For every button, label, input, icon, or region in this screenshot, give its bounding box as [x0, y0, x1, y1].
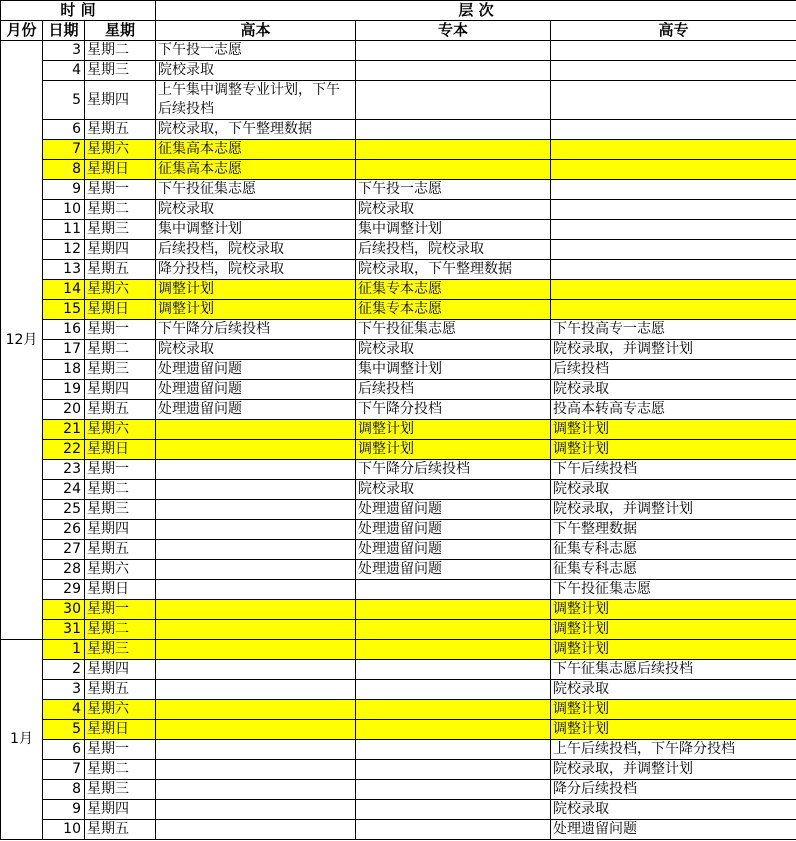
date-cell: 12 [43, 240, 85, 260]
zhuanben-cell: 下午降分投档 [356, 400, 551, 420]
zhuanben-cell [356, 140, 551, 160]
zhuanben-cell: 调整计划 [356, 420, 551, 440]
zhuanben-cell [356, 660, 551, 680]
header-row-1 [1, 1, 796, 21]
zhuanben-cell: 集中调整计划 [356, 360, 551, 380]
zhuanben-cell: 处理遗留问题 [356, 500, 551, 520]
gaoben-cell [156, 800, 356, 820]
weekday-cell: 星期六 [85, 140, 156, 160]
date-cell: 30 [43, 600, 85, 620]
weekday-cell: 星期三 [85, 360, 156, 380]
gaoben-cell [156, 520, 356, 540]
gaozhuan-cell [551, 120, 796, 140]
gaozhuan-cell: 处理遗留问题 [551, 820, 796, 840]
gaoben-cell [156, 700, 356, 720]
gaozhuan-cell [551, 41, 796, 61]
gaozhuan-cell: 调整计划 [551, 720, 796, 740]
gaozhuan-cell: 院校录取，并调整计划 [551, 340, 796, 360]
zhuanben-cell [356, 800, 551, 820]
gaoben-cell [156, 600, 356, 620]
zhuanben-cell [356, 120, 551, 140]
zhuanben-cell [356, 700, 551, 720]
date-cell: 4 [43, 700, 85, 720]
gaozhuan-cell: 征集专科志愿 [551, 560, 796, 580]
gaoben-cell: 处理遗留问题 [156, 400, 356, 420]
date-cell: 26 [43, 520, 85, 540]
table-row [1, 320, 796, 340]
zhuanben-cell [356, 640, 551, 660]
gaoben-cell: 院校录取 [156, 200, 356, 220]
weekday-cell: 星期一 [85, 740, 156, 760]
gaozhuan-cell: 降分后续投档 [551, 780, 796, 800]
gaozhuan-cell: 院校录取 [551, 480, 796, 500]
date-cell: 23 [43, 460, 85, 480]
zhuanben-cell: 院校录取 [356, 200, 551, 220]
zhuanben-cell [356, 680, 551, 700]
gaoben-cell [156, 580, 356, 600]
gaoben-cell: 集中调整计划 [156, 220, 356, 240]
gaozhuan-cell [551, 200, 796, 220]
weekday-cell: 星期六 [85, 420, 156, 440]
zhuanben-cell: 下午投一志愿 [356, 180, 551, 200]
gaoben-cell [156, 420, 356, 440]
weekday-cell: 星期三 [85, 640, 156, 660]
weekday-cell: 星期五 [85, 260, 156, 280]
table-row [1, 220, 796, 240]
gaoben-cell [156, 640, 356, 660]
weekday-cell: 星期日 [85, 440, 156, 460]
gaozhuan-cell: 下午征集志愿后续投档 [551, 660, 796, 680]
gaoben-cell [156, 540, 356, 560]
date-cell: 19 [43, 380, 85, 400]
zhuanben-cell [356, 780, 551, 800]
date-cell: 2 [43, 660, 85, 680]
table-row [1, 61, 796, 81]
gaoben-cell [156, 740, 356, 760]
zhuanben-cell [356, 600, 551, 620]
gaozhuan-cell: 调整计划 [551, 420, 796, 440]
header-time: 时 间 [1, 1, 156, 21]
header-gaoben: 高本 [156, 21, 356, 41]
table-row [1, 560, 796, 580]
zhuanben-cell [356, 740, 551, 760]
gaoben-cell [156, 660, 356, 680]
zhuanben-cell [356, 580, 551, 600]
header-zhuanben: 专本 [356, 21, 551, 41]
gaozhuan-cell: 院校录取 [551, 680, 796, 700]
weekday-cell: 星期一 [85, 460, 156, 480]
table-row [1, 620, 796, 640]
date-cell: 9 [43, 180, 85, 200]
zhuanben-cell [356, 61, 551, 81]
zhuanben-cell: 集中调整计划 [356, 220, 551, 240]
gaoben-cell [156, 480, 356, 500]
weekday-cell: 星期日 [85, 720, 156, 740]
gaoben-cell: 院校录取，下午整理数据 [156, 120, 356, 140]
date-cell: 8 [43, 780, 85, 800]
weekday-cell: 星期六 [85, 700, 156, 720]
weekday-cell: 星期一 [85, 180, 156, 200]
date-cell: 8 [43, 160, 85, 180]
date-cell: 24 [43, 480, 85, 500]
weekday-cell: 星期日 [85, 160, 156, 180]
table-row [1, 480, 796, 500]
date-cell: 6 [43, 740, 85, 760]
zhuanben-cell: 院校录取 [356, 480, 551, 500]
gaozhuan-cell: 调整计划 [551, 440, 796, 460]
date-cell: 22 [43, 440, 85, 460]
date-cell: 31 [43, 620, 85, 640]
table-row [1, 720, 796, 740]
zhuanben-cell: 征集专本志愿 [356, 280, 551, 300]
weekday-cell: 星期五 [85, 120, 156, 140]
table-row [1, 120, 796, 140]
table-row [1, 400, 796, 420]
header-level: 层 次 [156, 1, 796, 21]
weekday-cell: 星期四 [85, 520, 156, 540]
gaozhuan-cell [551, 300, 796, 320]
table-row [1, 200, 796, 220]
date-cell: 18 [43, 360, 85, 380]
gaoben-cell: 征集高本志愿 [156, 160, 356, 180]
gaoben-cell: 下午投一志愿 [156, 41, 356, 61]
weekday-cell: 星期二 [85, 480, 156, 500]
weekday-cell: 星期二 [85, 41, 156, 61]
gaoben-cell: 调整计划 [156, 300, 356, 320]
gaoben-cell [156, 560, 356, 580]
zhuanben-cell: 下午投征集志愿 [356, 320, 551, 340]
gaozhuan-cell [551, 280, 796, 300]
weekday-cell: 星期一 [85, 600, 156, 620]
gaoben-cell: 调整计划 [156, 280, 356, 300]
header-gaozhuan: 高专 [551, 21, 796, 41]
gaozhuan-cell: 院校录取 [551, 800, 796, 820]
date-cell: 14 [43, 280, 85, 300]
table-row [1, 140, 796, 160]
gaoben-cell: 处理遗留问题 [156, 380, 356, 400]
header-weekday: 星期 [85, 21, 156, 41]
zhuanben-cell: 后续投档 [356, 380, 551, 400]
weekday-cell: 星期四 [85, 81, 156, 120]
table-row [1, 500, 796, 520]
weekday-cell: 星期四 [85, 240, 156, 260]
table-row [1, 520, 796, 540]
gaozhuan-cell: 调整计划 [551, 700, 796, 720]
table-row [1, 180, 796, 200]
gaozhuan-cell [551, 220, 796, 240]
weekday-cell: 星期三 [85, 500, 156, 520]
table-row [1, 700, 796, 720]
gaoben-cell [156, 820, 356, 840]
gaozhuan-cell [551, 140, 796, 160]
zhuanben-cell [356, 760, 551, 780]
table-row [1, 660, 796, 680]
gaozhuan-cell: 院校录取，并调整计划 [551, 500, 796, 520]
date-cell: 4 [43, 61, 85, 81]
date-cell: 5 [43, 720, 85, 740]
zhuanben-cell [356, 820, 551, 840]
table-row [1, 540, 796, 560]
gaoben-cell [156, 680, 356, 700]
gaozhuan-cell [551, 160, 796, 180]
gaoben-cell: 院校录取 [156, 340, 356, 360]
gaoben-cell: 上午集中调整专业计划，下午后续投档 [156, 81, 356, 120]
zhuanben-cell [356, 160, 551, 180]
header-row-2 [1, 21, 796, 41]
gaoben-cell: 下午投征集志愿 [156, 180, 356, 200]
gaozhuan-cell: 院校录取 [551, 380, 796, 400]
date-cell: 13 [43, 260, 85, 280]
header-date: 日期 [43, 21, 85, 41]
gaozhuan-cell: 下午投征集志愿 [551, 580, 796, 600]
zhuanben-cell: 征集专本志愿 [356, 300, 551, 320]
weekday-cell: 星期六 [85, 560, 156, 580]
date-cell: 3 [43, 41, 85, 61]
table-row [1, 420, 796, 440]
zhuanben-cell: 下午降分后续投档 [356, 460, 551, 480]
zhuanben-cell: 处理遗留问题 [356, 520, 551, 540]
gaozhuan-cell [551, 81, 796, 120]
zhuanben-cell: 处理遗留问题 [356, 560, 551, 580]
weekday-cell: 星期二 [85, 200, 156, 220]
gaoben-cell [156, 720, 356, 740]
date-cell: 16 [43, 320, 85, 340]
table-row [1, 360, 796, 380]
date-cell: 15 [43, 300, 85, 320]
table-row [1, 240, 796, 260]
weekday-cell: 星期四 [85, 800, 156, 820]
gaozhuan-cell: 调整计划 [551, 600, 796, 620]
weekday-cell: 星期二 [85, 340, 156, 360]
date-cell: 10 [43, 200, 85, 220]
date-cell: 25 [43, 500, 85, 520]
gaozhuan-cell: 调整计划 [551, 640, 796, 660]
zhuanben-cell: 后续投档，院校录取 [356, 240, 551, 260]
weekday-cell: 星期三 [85, 61, 156, 81]
weekday-cell: 星期六 [85, 280, 156, 300]
date-cell: 28 [43, 560, 85, 580]
table-row [1, 440, 796, 460]
zhuanben-cell [356, 620, 551, 640]
table-row [1, 580, 796, 600]
weekday-cell: 星期二 [85, 620, 156, 640]
weekday-cell: 星期五 [85, 540, 156, 560]
date-cell: 1 [43, 640, 85, 660]
gaozhuan-cell [551, 240, 796, 260]
gaozhuan-cell [551, 180, 796, 200]
table-row [1, 680, 796, 700]
weekday-cell: 星期五 [85, 680, 156, 700]
table-row [1, 380, 796, 400]
weekday-cell: 星期五 [85, 820, 156, 840]
gaoben-cell [156, 500, 356, 520]
gaozhuan-cell: 下午投高专一志愿 [551, 320, 796, 340]
month-cell: 12月 [1, 41, 43, 640]
zhuanben-cell: 院校录取，下午整理数据 [356, 260, 551, 280]
gaoben-cell [156, 780, 356, 800]
date-cell: 11 [43, 220, 85, 240]
date-cell: 7 [43, 140, 85, 160]
weekday-cell: 星期四 [85, 660, 156, 680]
weekday-cell: 星期二 [85, 760, 156, 780]
table-row [1, 300, 796, 320]
zhuanben-cell: 院校录取 [356, 340, 551, 360]
gaozhuan-cell: 下午后续投档 [551, 460, 796, 480]
gaozhuan-cell: 调整计划 [551, 620, 796, 640]
table-row [1, 160, 796, 180]
zhuanben-cell: 调整计划 [356, 440, 551, 460]
gaoben-cell [156, 440, 356, 460]
date-cell: 27 [43, 540, 85, 560]
table-row [1, 820, 796, 840]
weekday-cell: 星期四 [85, 380, 156, 400]
gaozhuan-cell [551, 260, 796, 280]
gaoben-cell: 处理遗留问题 [156, 360, 356, 380]
table-row [1, 740, 796, 760]
date-cell: 29 [43, 580, 85, 600]
date-cell: 5 [43, 81, 85, 120]
gaoben-cell: 院校录取 [156, 61, 356, 81]
table-row [1, 340, 796, 360]
date-cell: 20 [43, 400, 85, 420]
gaozhuan-cell: 下午整理数据 [551, 520, 796, 540]
table-row [1, 780, 796, 800]
table-row [1, 800, 796, 820]
header-month: 月份 [1, 21, 43, 41]
table-row [1, 81, 796, 120]
table-row [1, 600, 796, 620]
table-row [1, 41, 796, 61]
gaozhuan-cell: 投高本转高专志愿 [551, 400, 796, 420]
weekday-cell: 星期日 [85, 580, 156, 600]
gaoben-cell: 下午降分后续投档 [156, 320, 356, 340]
weekday-cell: 星期三 [85, 220, 156, 240]
gaoben-cell [156, 760, 356, 780]
weekday-cell: 星期五 [85, 400, 156, 420]
gaozhuan-cell: 上午后续投档，下午降分投档 [551, 740, 796, 760]
table-row [1, 260, 796, 280]
table-row [1, 460, 796, 480]
gaozhuan-cell [551, 61, 796, 81]
date-cell: 21 [43, 420, 85, 440]
table-row [1, 280, 796, 300]
table-row [1, 640, 796, 660]
weekday-cell: 星期日 [85, 300, 156, 320]
gaoben-cell: 后续投档，院校录取 [156, 240, 356, 260]
date-cell: 3 [43, 680, 85, 700]
date-cell: 17 [43, 340, 85, 360]
date-cell: 7 [43, 760, 85, 780]
zhuanben-cell [356, 81, 551, 120]
gaozhuan-cell: 征集专科志愿 [551, 540, 796, 560]
month-cell: 1月 [1, 640, 43, 840]
zhuanben-cell: 处理遗留问题 [356, 540, 551, 560]
zhuanben-cell [356, 41, 551, 61]
date-cell: 10 [43, 820, 85, 840]
gaoben-cell [156, 460, 356, 480]
gaozhuan-cell: 院校录取，并调整计划 [551, 760, 796, 780]
zhuanben-cell [356, 720, 551, 740]
table-row [1, 760, 796, 780]
gaoben-cell: 降分投档，院校录取 [156, 260, 356, 280]
date-cell: 9 [43, 800, 85, 820]
weekday-cell: 星期三 [85, 780, 156, 800]
date-cell: 6 [43, 120, 85, 140]
weekday-cell: 星期一 [85, 320, 156, 340]
gaozhuan-cell: 后续投档 [551, 360, 796, 380]
gaoben-cell [156, 620, 356, 640]
gaoben-cell: 征集高本志愿 [156, 140, 356, 160]
